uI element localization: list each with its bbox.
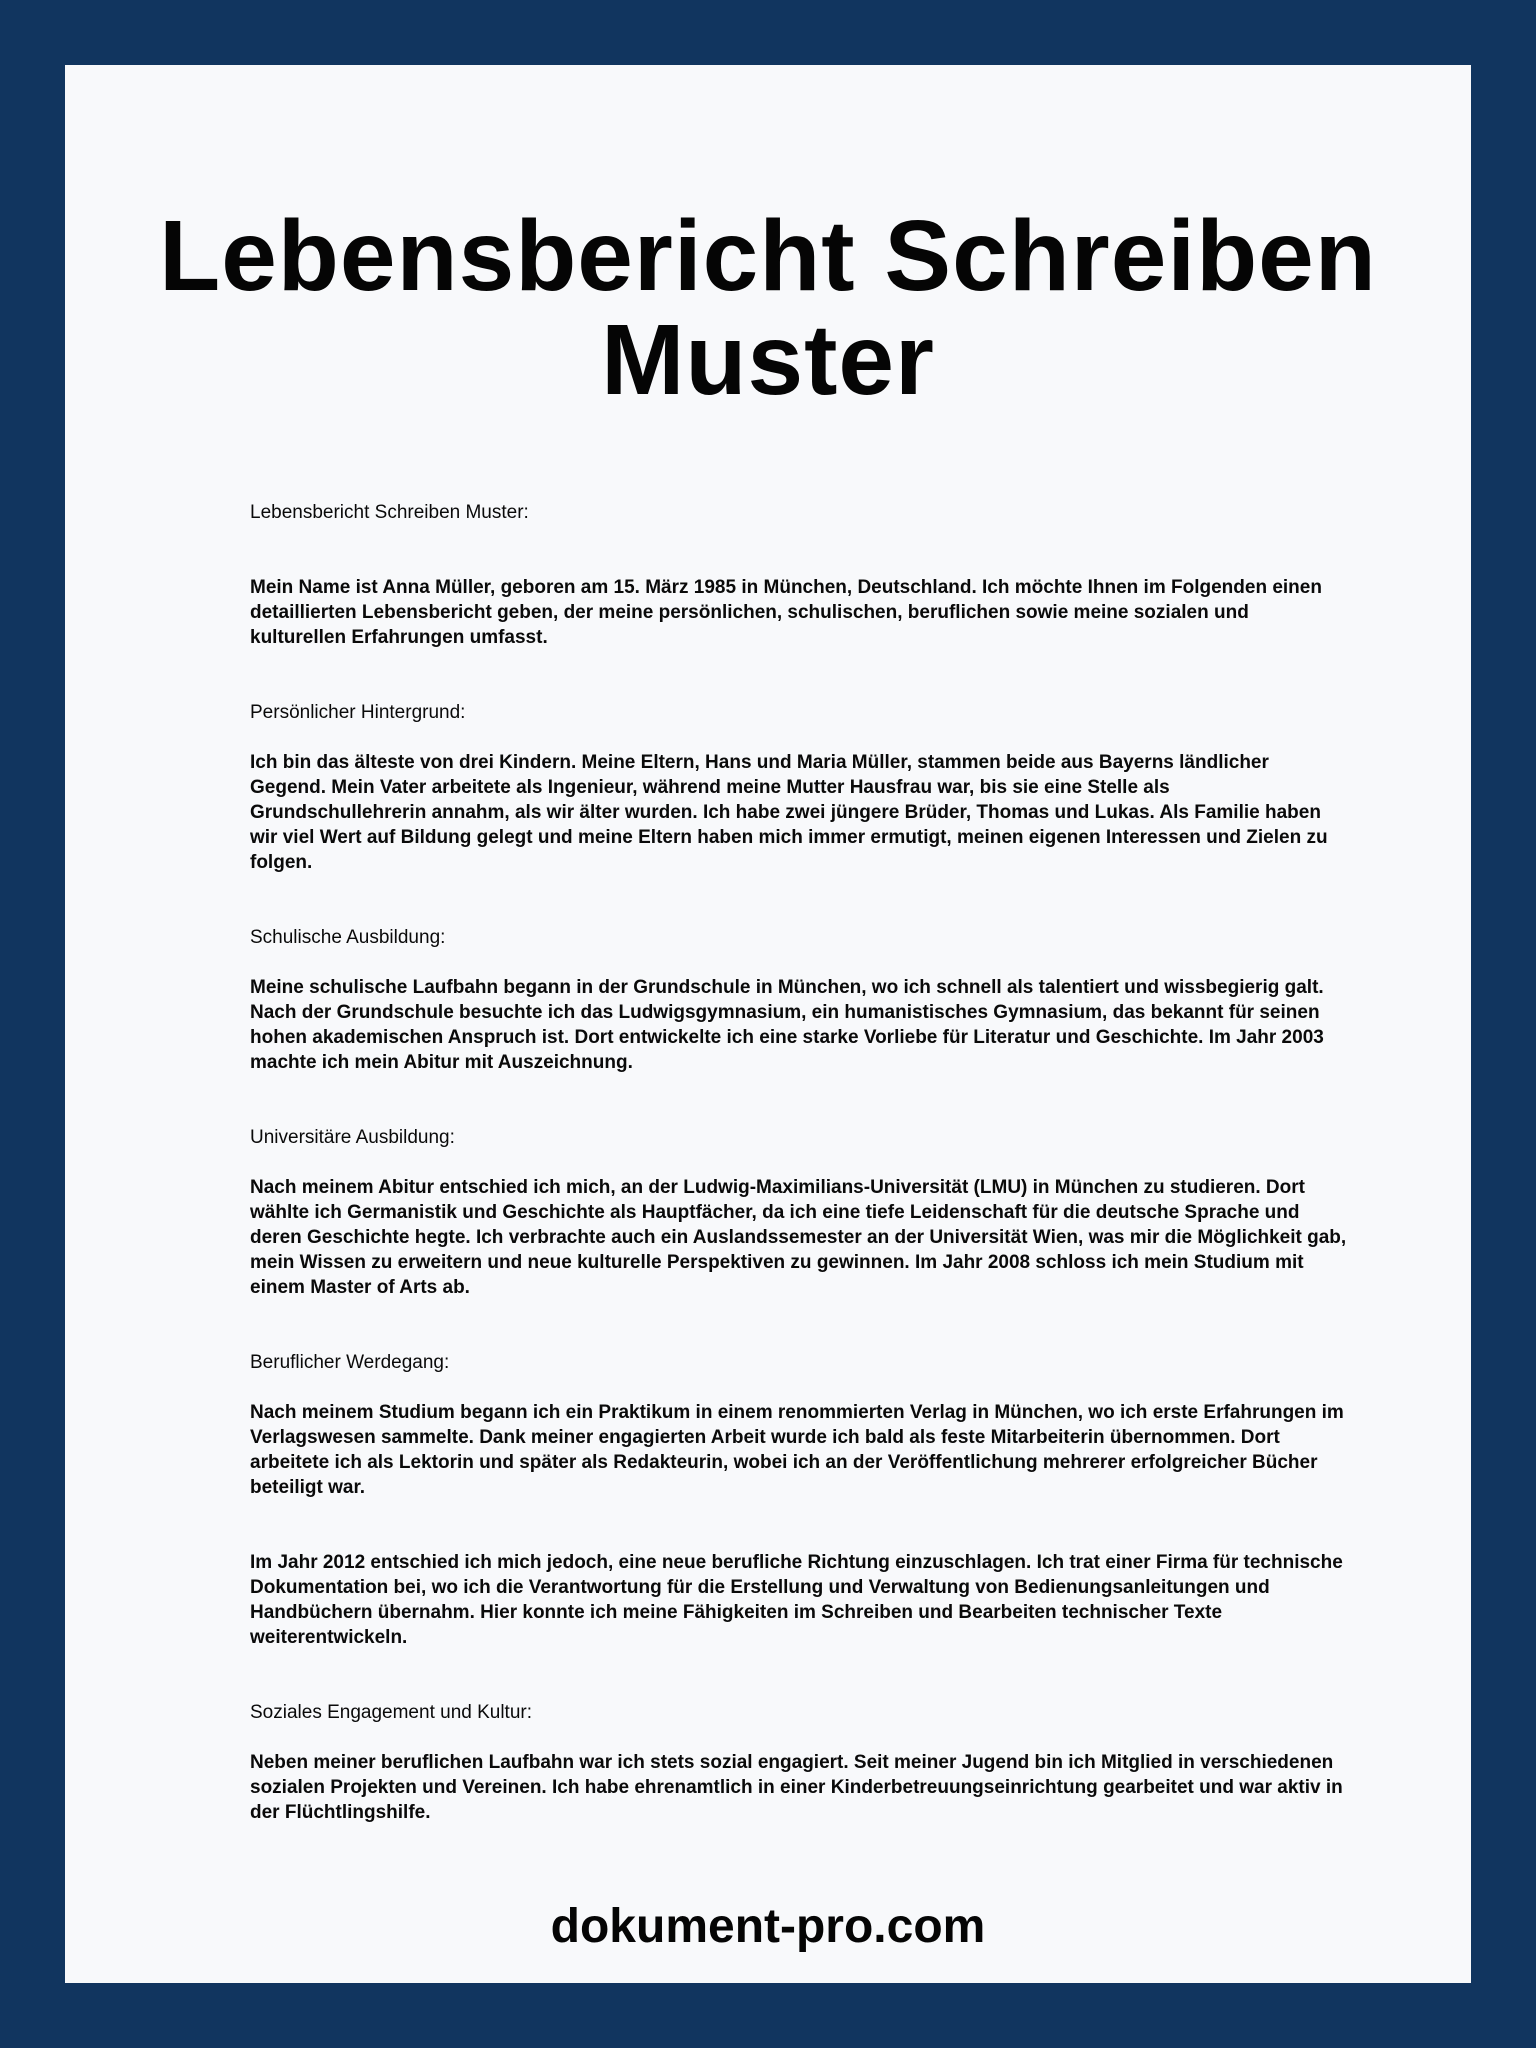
section-body-school: Meine schulische Laufbahn begann in der Grundschule in München, wo ich schnell als talentiert und wissbegierig galt. Nach der Grundschule besuchte ich das Ludwigsgymnasium, ein humanistisches Gymnasium, das bekannt für seinen hohen akademischen Anspruch ist. Dort entwickelte ich eine starke Vorliebe für Literatur und Geschichte. Im Jahr 2003 machte ich mein Abitur mit Auszeichnung.: [250, 977, 1324, 1073]
section-body-university: Nach meinem Abitur entschied ich mich, an der Ludwig-Maximilians-Universität (LMU) in München zu studieren. Dort wählte ich Germanistik und Geschichte als Hauptfächer, da ich eine tiefe Leidenschaft für die deutsche Sprache und deren Geschichte hegte. Ich verbrachte auch ein Auslandssemester an der Universität Wien, was mir die Möglichkeit gab, mein Wissen zu erweitern und neue kulturelle Perspektiven zu gewinnen. Im Jahr 2008 schloss ich mein Studium mit einem Master of Arts ab.: [250, 1177, 1347, 1298]
document-page: [65, 65, 1471, 1983]
section-body-social: Neben meiner beruflichen Laufbahn war ich stets sozial engagiert. Seit meiner Jugend bin ich Mitglied in verschiedenen sozialen Projekten und Vereinen. Ich habe ehrenamtlich in einer Kinderbetreuungseinrichtung gearbeitet und war aktiv in der Flüchtlingshilfe.: [250, 1752, 1343, 1823]
section-body-career: Nach meinem Studium begann ich ein Praktikum in einem renommierten Verlag in München, wo ich erste Erfahrungen im Verlagswesen sammelte. Dank meiner engagierten Arbeit wurde ich bald als feste Mitarbeiterin übernommen. Dort arbeitete ich als Lektorin und später als Redakteurin, wobei ich an der Veröffentlichung mehrerer erfolgreicher Bücher beteiligt war.: [250, 1402, 1344, 1498]
section-heading-school: Schulische Ausbildung:: [250, 927, 446, 948]
section-body-personal: Ich bin das älteste von drei Kindern. Meine Eltern, Hans und Maria Müller, stammen beide aus Bayerns ländlicher Gegend. Mein Vater arbeitete als Ingenieur, während meine Mutter Hausfrau war, bis sie eine Stelle als Grundschullehrerin annahm, als wir älter wurden. Ich habe zwei jüngere Brüder, Thomas und Lukas. Als Familie haben wir viel Wert auf Bildung gelegt und meine Eltern haben mich immer ermutigt, meinen eigenen Interessen und Zielen zu folgen.: [250, 752, 1328, 873]
section-heading-university: Universitäre Ausbildung:: [250, 1127, 455, 1148]
section-body-career-2: Im Jahr 2012 entschied ich mich jedoch, eine neue berufliche Richtung einzuschlagen. Ich trat einer Firma für technische Dokumentation bei, wo ich die Verantwortung für die Erstellung und Verwaltung von Bedienungsanleitungen und Handbüchern übernahm. Hier konnte ich meine Fähigkeiten im Schreiben und Bearbeiten technischer Texte weiterentwickeln.: [250, 1552, 1343, 1648]
lead-label: Lebensbericht Schreiben Muster:: [250, 502, 529, 523]
section-heading-social: Soziales Engagement und Kultur:: [250, 1702, 533, 1723]
intro-paragraph: Mein Name ist Anna Müller, geboren am 15. März 1985 in München, Deutschland. Ich möchte Ihnen im Folgenden einen detaillierten Lebensbericht geben, der meine persönlichen, schulischen, beruflichen sowie meine sozialen und kulturellen Erfahrungen umfasst.: [250, 577, 1322, 648]
section-heading-career: Beruflicher Werdegang:: [250, 1352, 450, 1373]
page-title: Lebensbericht Schreiben Muster: [159, 200, 1377, 416]
document-body: [250, 500, 1350, 1875]
footer-site-name: dokument-pro.com: [550, 1900, 986, 1953]
section-heading-personal: Persönlicher Hintergrund:: [250, 702, 466, 723]
